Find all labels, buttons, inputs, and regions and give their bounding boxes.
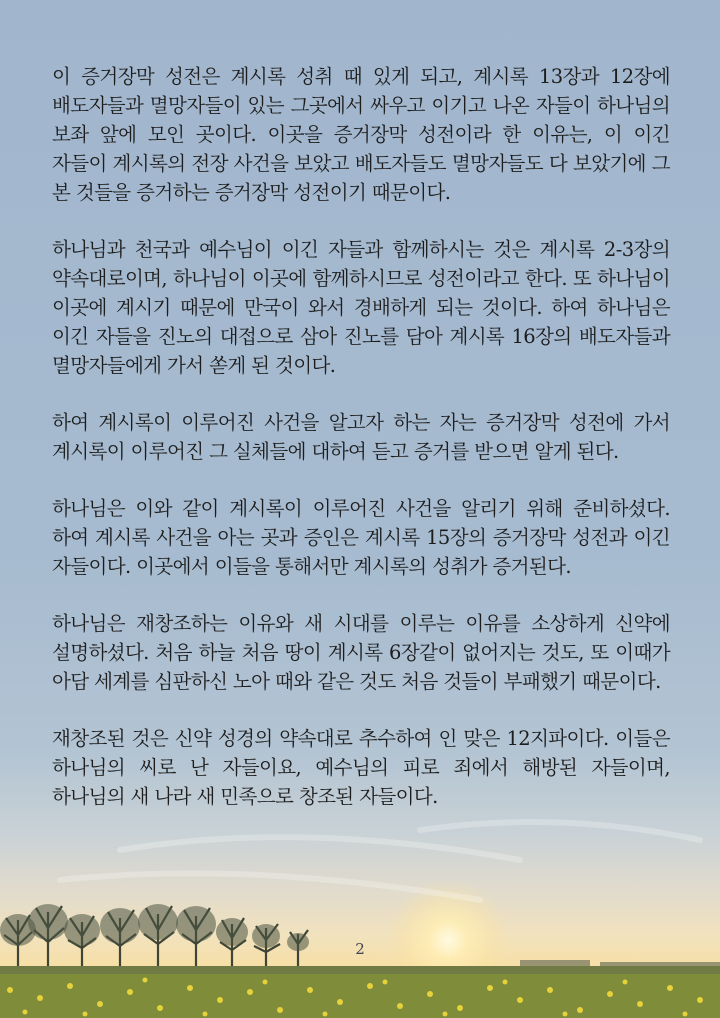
paragraph-1: 이 증거장막 성전은 계시록 성취 때 있게 되고, 계시록 13장과 12장에 배도자들과 멸망자들이 있는 그곳에서 싸우고 이기고 나온 자들이 하나님의 보좌 앞에 모인 곳이다. 이곳을 증거장막 성전이라 한 이유는, 이 이긴 자들이 계시록의 전장 사건을 보았고 배도자들도 멸망자들도 다 보았기에 그 본 것들을 증거하는 증거장막 성전이기 때문이다. [52,65,670,204]
paragraph-6: 재창조된 것은 신약 성경의 약속대로 추수하여 인 맞은 12지파이다. 이들은 하나님의 씨로 난 자들이요, 예수님의 피로 죄에서 해방된 자들이며, 하나님의 새 나라 새 민족으로 창조된 자들이다. [52,727,670,808]
body-text [52,62,670,839]
paragraph-3: 하여 계시록이 이루어진 사건을 알고자 하는 자는 증거장막 성전에 가서 계시록이 이루어진 그 실체들에 대하여 듣고 증거를 받으면 알게 된다. [52,411,670,463]
page-number: 2 [355,940,365,958]
paragraph-2: 하나님과 천국과 예수님이 이긴 자들과 함께하시는 것은 계시록 2-3장의 약속대로이며, 하나님이 이곳에 함께하시므로 성전이라고 한다. 또 하나님이 이곳에 계시기 때문에 만국이 와서 경배하게 되는 것이다. 하여 하나님은 이긴 자들을 진노의 대접으로 삼아 진노를 담아 계시록 16장의 배도자들과 멸망자들에게 가서 쏟게 된 것이다. [52,238,671,377]
paragraph-4: 하나님은 이와 같이 계시록이 이루어진 사건을 알리기 위해 준비하셨다. 하여 계시록 사건을 아는 곳과 증인은 계시록 15장의 증거장막 성전과 이긴 자들이다. 이곳에서 이들을 통해서만 계시록의 성취가 증거된다. [52,497,670,578]
paragraph-5: 하나님은 재창조하는 이유와 새 시대를 이루는 이유를 소상하게 신약에 설명하셨다. 처음 하늘 처음 땅이 계시록 6장같이 없어지는 것도, 또 이때가 아담 세계를 심판하신 노아 때와 같은 것도 처음 것들이 부패했기 때문이다. [52,612,670,693]
tree-canopy [0,904,720,968]
